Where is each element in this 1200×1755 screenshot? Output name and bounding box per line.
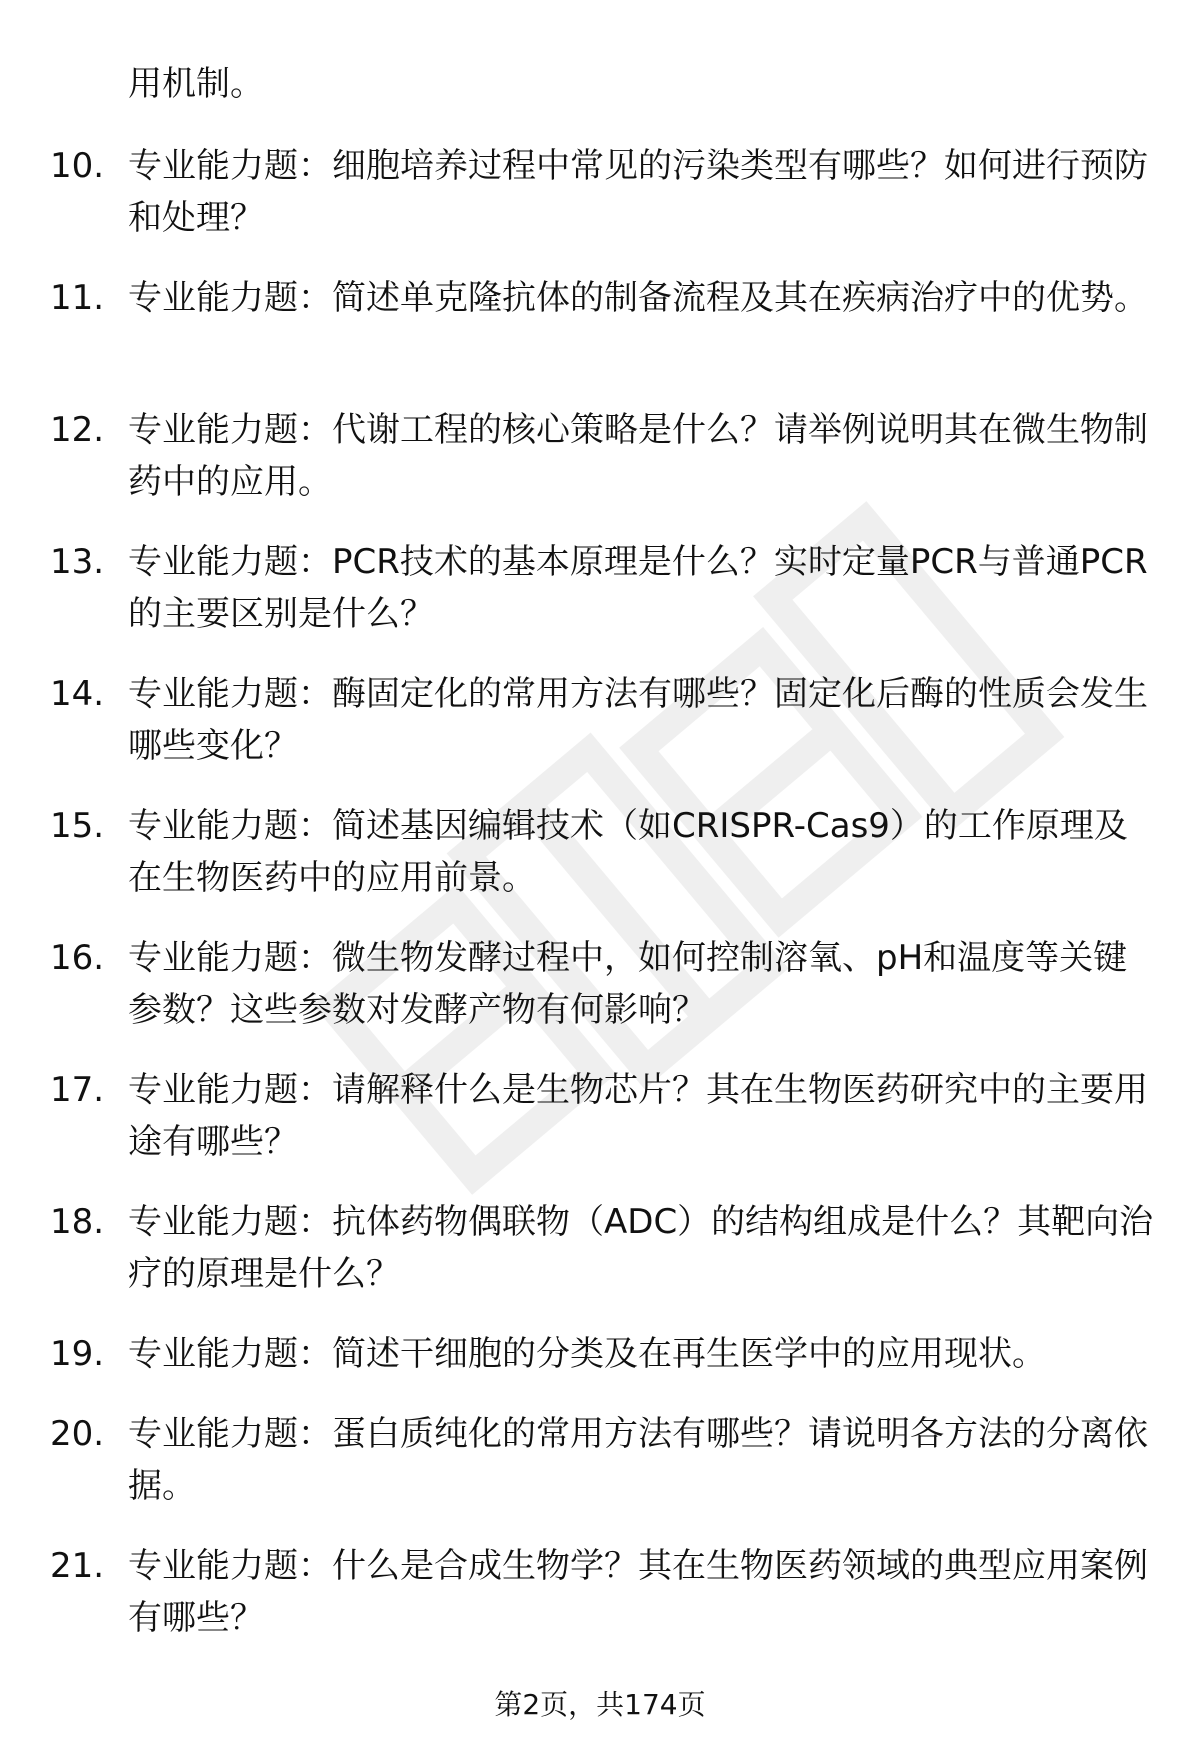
question-item xyxy=(0,668,1200,772)
page-footer: 第2页，共174页 xyxy=(494,1688,706,1721)
question-item xyxy=(0,404,1200,508)
question-item xyxy=(0,932,1200,1036)
question-number: 17. xyxy=(50,1070,105,1110)
question-item xyxy=(0,536,1200,640)
question-text: 专业能力题：酶固定化的常用方法有哪些？固定化后酶的性质会发生哪些变化？ xyxy=(128,674,1148,766)
question-text: 专业能力题：蛋白质纯化的常用方法有哪些？请说明各方法的分离依据。 xyxy=(128,1414,1148,1506)
question-number: 10. xyxy=(50,146,105,186)
question-number: 15. xyxy=(50,806,105,846)
question-number: 20. xyxy=(50,1414,105,1454)
question-list xyxy=(0,140,1200,1672)
question-text: 专业能力题：细胞培养过程中常见的污染类型有哪些？如何进行预防和处理？ xyxy=(128,146,1148,238)
question-text: 专业能力题：请解释什么是生物芯片？其在生物医药研究中的主要用途有哪些？ xyxy=(128,1070,1148,1162)
question-number: 19. xyxy=(50,1334,105,1374)
question-text: 专业能力题：PCR技术的基本原理是什么？实时定量PCR与普通PCR的主要区别是什么？ xyxy=(128,542,1148,634)
question-text: 专业能力题：简述基因编辑技术（如CRISPR-Cas9）的工作原理及在生物医药中的应用前景。 xyxy=(128,806,1128,898)
question-number: 18. xyxy=(50,1202,105,1242)
question-text: 专业能力题：简述干细胞的分类及在再生医学中的应用现状。 xyxy=(128,1334,1046,1374)
question-text: 专业能力题：什么是合成生物学？其在生物医药领域的典型应用案例有哪些？ xyxy=(128,1546,1148,1638)
continuation-text: 用机制。 xyxy=(128,64,264,104)
question-number: 12. xyxy=(50,410,105,450)
question-text: 专业能力题：代谢工程的核心策略是什么？请举例说明其在微生物制药中的应用。 xyxy=(128,410,1148,502)
question-text: 专业能力题：微生物发酵过程中，如何控制溶氧、pH和温度等关键参数？这些参数对发酵产物有何影响？ xyxy=(128,938,1128,1030)
question-text: 专业能力题：简述单克隆抗体的制备流程及其在疾病治疗中的优势。 xyxy=(128,278,1148,318)
question-number: 16. xyxy=(50,938,105,978)
question-item xyxy=(0,1328,1200,1380)
question-text: 专业能力题：抗体药物偶联物（ADC）的结构组成是什么？其靶向治疗的原理是什么？ xyxy=(128,1202,1154,1294)
question-item xyxy=(0,272,1200,376)
question-item xyxy=(0,1064,1200,1168)
question-number: 13. xyxy=(50,542,105,582)
question-number: 11. xyxy=(50,278,105,318)
question-item xyxy=(0,800,1200,904)
question-number: 14. xyxy=(50,674,105,714)
question-item xyxy=(0,1540,1200,1644)
question-item xyxy=(0,1408,1200,1512)
question-item xyxy=(0,140,1200,244)
question-item xyxy=(0,1196,1200,1300)
question-number: 21. xyxy=(50,1546,105,1586)
